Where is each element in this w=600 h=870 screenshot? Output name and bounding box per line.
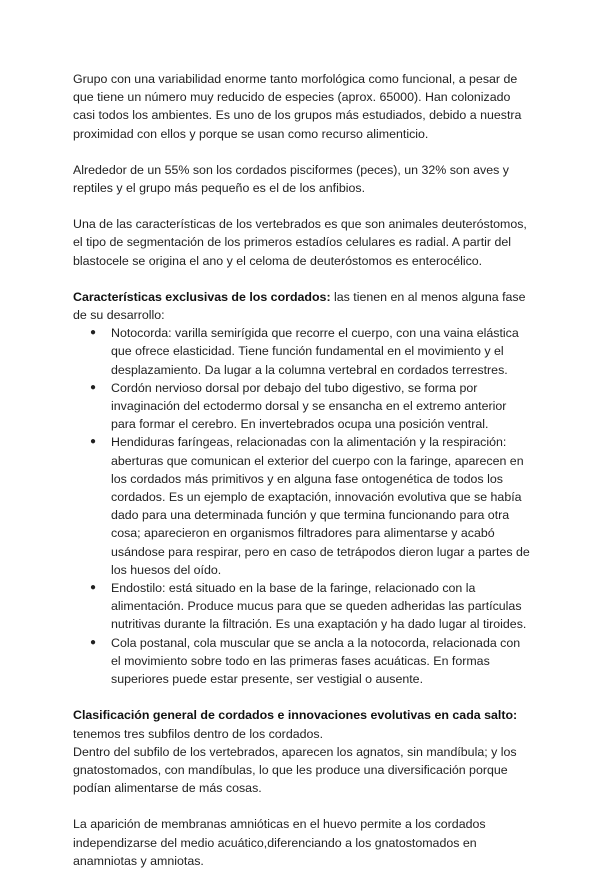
- list-item-hendiduras: [90, 433, 532, 579]
- paragraph-percentages: Alrededor de un 55% son los cordados pisciformes (peces), un 32% son aves y reptiles y el grupo más pequeño es el de los anfibios.: [73, 162, 509, 196]
- paragraph-deuterostomes: Una de las características de los vertebrados es que son animales deuteróstomos, el tipo de segmentación de los primeros estadíos celulares es radial. A partir del blastocele se origina el ano y el celoma de deuteróstomos es enterocélico.: [73, 217, 527, 268]
- bullet-icon: ●: [90, 436, 97, 448]
- bullet-icon: ●: [90, 636, 97, 648]
- list-item-cola-postanal: [90, 634, 532, 689]
- classification-line-2: Dentro del subfilo de los vertebrados, aparecen los agnatos, sin mandíbula; y los gnatostomados, con mandíbulas, lo que les produce una diversificación porque podían alimentarse de más cosas.: [73, 744, 517, 796]
- classification-heading-text: Clasificación general de cordados e innovaciones evolutivas en cada salto:: [73, 708, 518, 723]
- bullet-icon: ●: [90, 381, 97, 393]
- classification-line-1: tenemos tres subfilos dentro de los cordados.: [73, 726, 324, 741]
- characteristics-list: [73, 324, 532, 688]
- exclusive-characteristics-intro: [73, 288, 532, 324]
- exclusive-characteristics-text: las tienen en al menos alguna fase de su desarrollo:: [73, 289, 526, 323]
- bullet-icon: ●: [90, 327, 97, 339]
- list-item-cordon-nervioso: [90, 379, 532, 434]
- list-item-endostilo: [90, 579, 532, 634]
- list-item-text: Hendiduras faríngeas, relacionadas con la alimentación y la respiración: aberturas que comunican el exterior del cuerpo con la faringe, aparecen en los cordados más primitivos y en alguna fase ontogenética de todos los cordados. Es un ejemplo de exaptación, innovación evolutiva que se había dado para una determinada función y que termina funcionando para otra cosa; aparecieron en organismos filtradores para alimentarse y acabó usándose para respirar, pero en caso de tetrápodos dieron lugar a partes de los huesos del oído.: [111, 435, 530, 577]
- list-item-text: Endostilo: está situado en la base de la faringe, relacionado con la alimentación. Produce mucus para que se queden adheridas las partículas nutritivas durante la filtración. Es una exaptación y ha dado lugar al tiroides.: [111, 581, 527, 632]
- list-item-text: Cordón nervioso dorsal por debajo del tubo digestivo, se forma por invaginación del ectodermo dorsal y se ensancha en el extremo anterior para formar el cerebro. En invertebrados ocupa una posición ventral.: [111, 380, 507, 432]
- list-item-text: Cola postanal, cola muscular que se ancla a la notocorda, relacionada con el movimiento sobre todo en las primeras fases acuáticas. En formas superiores puede estar presente, ser vestigial o ausente.: [111, 635, 521, 687]
- bullet-icon: ●: [90, 582, 97, 594]
- classification-heading: [73, 706, 532, 724]
- exclusive-characteristics-heading: Características exclusivas de los cordados:: [73, 289, 331, 304]
- paragraph-amniotic: La aparición de membranas amnióticas en el huevo permite a los cordados independizarse del medio acuático,diferenciando a los gnatostomados en anamniotas y amniotas.: [73, 817, 486, 868]
- list-item-notocorda: [90, 324, 532, 379]
- list-item-text: Notocorda: varilla semirígida que recorre el cuerpo, con una vaina elástica que ofrece elasticidad. Tiene función fundamental en el movimiento y el desplazamiento. Da lugar a la columna vertebral en cordados terrestres.: [111, 326, 519, 377]
- paragraph-intro: Grupo con una variabilidad enorme tanto morfológica como funcional, a pesar de que tiene un número muy reducido de especies (aprox. 65000). Han colonizado casi todos los ambientes. Es uno de los grupos más estudiados, debido a nuestra proximidad con ellos y porque se usan como recurso alimenticio.: [73, 72, 522, 141]
